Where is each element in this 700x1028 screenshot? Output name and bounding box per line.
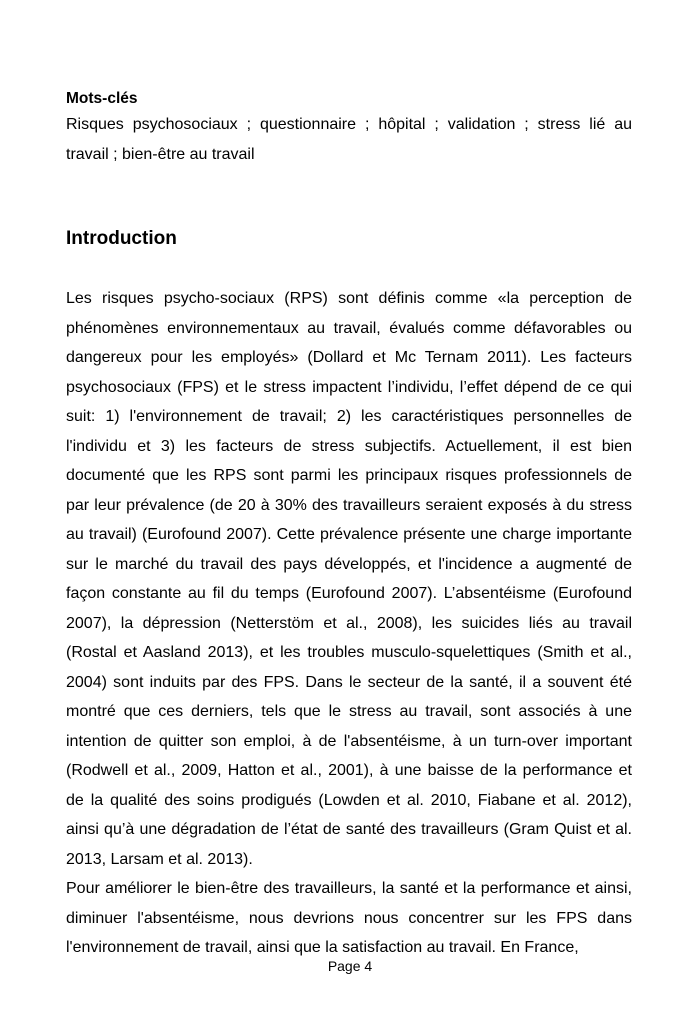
paragraph-line: montré que ces derniers, tels que le stress au travail, sont associés à une	[66, 703, 632, 720]
paragraph-line: diminuer l'absentéisme, nous devrions nous concentrer sur les FPS dans	[66, 909, 632, 927]
paragraph-line: sur le marché du travail des pays développés, et l'incidence a augmenté de	[66, 555, 632, 573]
paragraph-line: phénomènes environnementaux au travail, évalués comme défavorables ou	[66, 319, 632, 337]
paragraph-line: l'environnement de travail, ainsi que la satisfaction au travail. En France,	[66, 939, 579, 956]
paragraph-line: 2004) sont induits par des FPS. Dans le secteur de la santé, il a souvent été	[66, 673, 632, 691]
paragraph-line: 2013, Larsam et al. 2013).	[66, 850, 253, 868]
paragraph-line: dangereux pour les employés» (Dollard et Mc Ternam 2011). Les facteurs	[66, 349, 632, 366]
paragraph-line: 2007), la dépression (Netterstöm et al., 2008), les suicides liés au travail	[66, 614, 632, 632]
paragraph-line: (Rostal et Aasland 2013), et les troubles musculo-squelettiques (Smith et al.,	[66, 644, 632, 661]
keywords-line: travail ; bien-être au travail	[66, 145, 255, 163]
paragraph-line: au travail) (Eurofound 2007). Cette prévalence présente une charge importante	[66, 526, 632, 543]
paragraph-line: de la qualité des soins prodigués (Lowden et al. 2010, Fiabane et al. 2012),	[66, 791, 632, 809]
paragraph-line: ainsi qu’à une dégradation de l’état de santé des travailleurs (Gram Quist et al.	[66, 821, 632, 838]
paragraph-line: façon constante au fil du temps (Eurofound 2007). L’absentéisme (Eurofound	[66, 585, 632, 602]
keywords-line: Risques psychosociaux ; questionnaire ; hôpital ; validation ; stress lié au	[66, 116, 632, 133]
keywords-title: Mots-clés	[66, 90, 138, 107]
paragraph-line: Pour améliorer le bien-être des travailleurs, la santé et la performance et ainsi,	[66, 880, 632, 897]
paragraph-line: suit: 1) l'environnement de travail; 2) les caractéristiques personnelles de	[66, 408, 632, 425]
keywords-list	[66, 110, 632, 169]
paragraph-line: documenté que les RPS sont parmi les principaux risques professionnels de	[66, 467, 632, 484]
paragraph-line: psychosociaux (FPS) et le stress impactent l’individu, l’effet dépend de ce qui	[66, 378, 632, 396]
paragraph-line: (Rodwell et al., 2009, Hatton et al., 2001), à une baisse de la performance et	[66, 762, 632, 779]
page-number: Page 4	[327, 958, 373, 974]
paragraph-line: par leur prévalence (de 20 à 30% des travailleurs seraient exposés à du stress	[66, 496, 632, 514]
paragraph-line: intention de quitter son emploi, à de l'absentéisme, à un turn-over important	[66, 732, 632, 750]
section-heading-introduction: Introduction	[66, 228, 177, 249]
paragraph-line: l'individu et 3) les facteurs de stress subjectifs. Actuellement, il est bien	[66, 437, 632, 455]
introduction-body	[66, 284, 632, 963]
paragraph-line: Les risques psycho-sociaux (RPS) sont définis comme «la perception de	[66, 290, 632, 307]
